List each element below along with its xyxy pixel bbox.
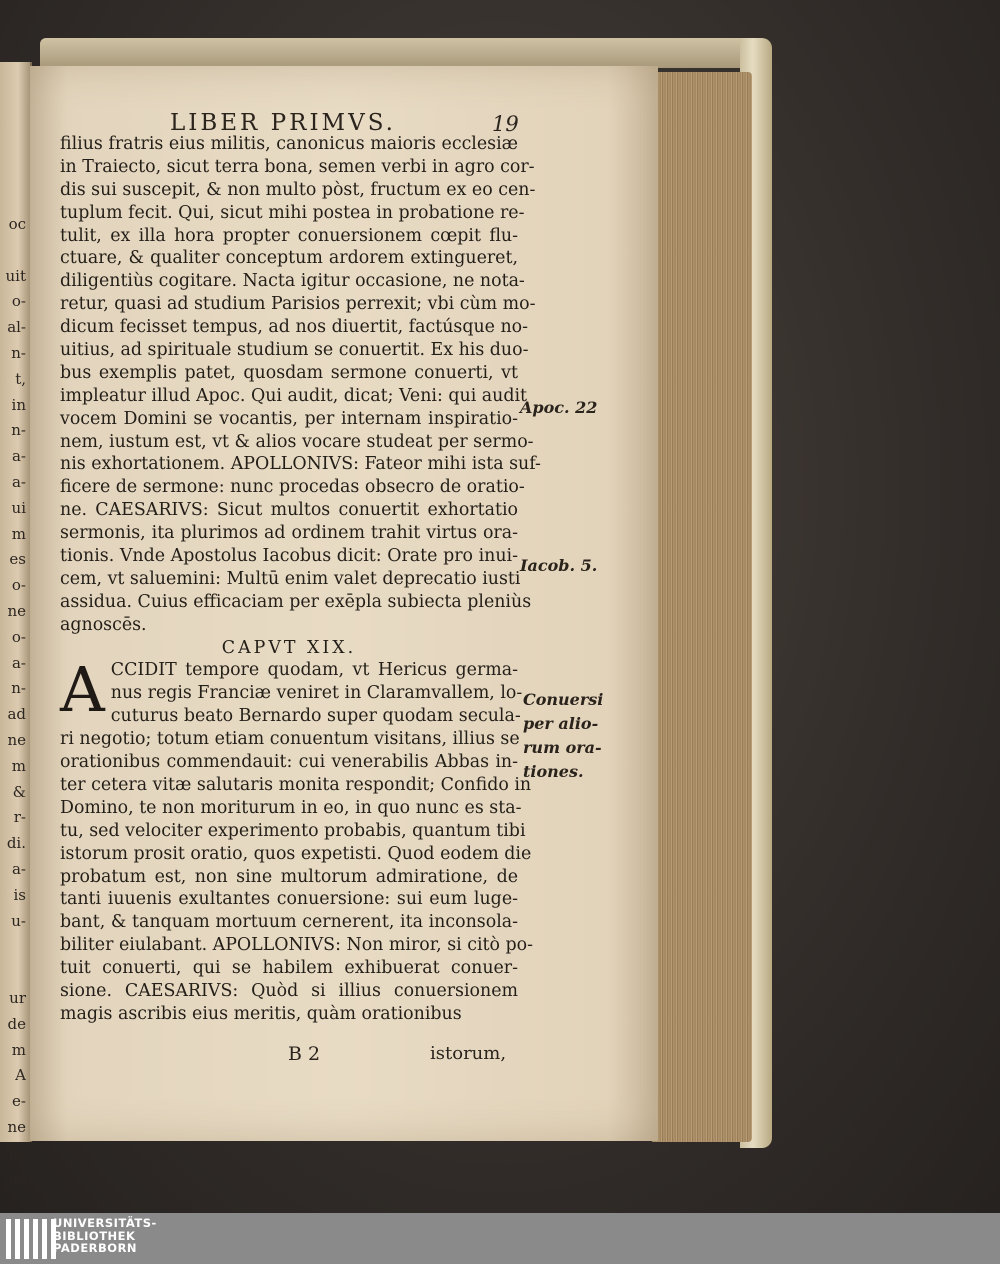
margin-note-line-1: Conuersi <box>523 690 604 709</box>
chapter-heading: CAPVT XIX. <box>221 637 357 658</box>
text-line: nem, iustum est, vt & alios vocare studeat per sermo- <box>60 431 534 452</box>
page-number: 19 <box>492 112 519 136</box>
left-page-fragment: r- <box>13 808 26 827</box>
left-page-fragment: o- <box>11 576 26 595</box>
page-block-edge <box>652 72 752 1142</box>
running-title: LIBER PRIMVS. <box>170 110 396 136</box>
chapter-text-line: istorum prosit oratio, quos expetisti. Quod eodem die <box>60 843 532 864</box>
left-page-fragment: n- <box>11 343 26 362</box>
text-line: dis sui suscepit, & non multo pòst, fructum ex eo cen- <box>60 179 536 200</box>
paragraph <box>60 133 541 637</box>
chapter-paragraph <box>60 653 533 1025</box>
text-line: dicum fecisset tempus, ad nos diuertit, factúsque no- <box>60 317 529 338</box>
left-page-fragment: a- <box>11 472 26 491</box>
left-page-fragment: us <box>8 1169 26 1188</box>
text-line: cem, vt saluemini: Multū enim valet deprecatio iusti <box>60 568 521 589</box>
library-name <box>53 1217 157 1255</box>
left-page-fragment: uit <box>5 266 26 285</box>
left-page-fragment: al- <box>7 318 26 337</box>
chapter-text-line: ri negotio; totum etiam conuentum visitans, illius se <box>60 729 520 750</box>
left-page-fragment: de <box>7 1014 26 1033</box>
left-page-fragment: u- <box>11 911 26 930</box>
chapter-text-line: cuturus beato Bernardo super quodam secula- <box>110 706 521 727</box>
left-page-fragment: o- <box>11 292 26 311</box>
left-page-fragment: a- <box>11 653 26 672</box>
text-line: agnoscēs. <box>60 614 147 635</box>
text-line: tionis. Vnde Apostolus Iacobus dicit: Orate pro inui- <box>60 546 518 567</box>
left-page-fragment: n- <box>11 421 26 440</box>
chapter-text-line: tanti iuuenis exultantes conuersione: sui eum luge- <box>60 889 518 910</box>
page-body <box>60 133 541 1026</box>
chapter-text-line: biliter eiulabant. APOLLONIVS: Non miror, si citò po- <box>60 935 533 956</box>
text-line: impleatur illud Apoc. Qui audit, dicat; Veni: qui audit <box>60 385 528 406</box>
chapter-text-line: tuit conuerti, qui se habilem exhibuerat conuer- <box>60 958 518 979</box>
left-page-fragment: t, <box>15 369 26 388</box>
chapter-text-line: probatum est, non sine multorum admiratione, de <box>60 866 518 887</box>
left-page-fragment <box>0 934 26 960</box>
left-page-fragment: is; <box>8 1143 26 1162</box>
margin-note-iacob: Iacob. 5. <box>520 556 598 575</box>
text-line: filius fratris eius militis, canonicus maioris ecclesiæ <box>60 134 518 154</box>
margin-note-line-3: rum ora- <box>523 738 602 757</box>
library-name-line-1: UNIVERSITÄTS- <box>53 1216 157 1230</box>
left-page-fragment <box>0 960 26 986</box>
left-page-fragment: m <box>11 756 26 775</box>
left-page-fragment: m <box>11 1040 26 1059</box>
text-line: tuplum fecit. Qui, sicut mihi postea in probatione re- <box>60 202 525 223</box>
chapter-text-line: orationibus commendauit: cui venerabilis Abbas in- <box>60 752 518 773</box>
left-page-fragment: a- <box>11 859 26 878</box>
left-page-fragment: a- <box>11 447 26 466</box>
left-page-text-fragments <box>0 212 26 1192</box>
chapter-text-line: ter cetera vitæ salutaris monita respondit; Confido in <box>60 774 532 795</box>
left-page-fragment: ne <box>7 601 26 620</box>
left-page-fragment: & <box>12 782 26 801</box>
library-name-line-2: BIBLIOTHEK <box>53 1228 136 1243</box>
text-line: nis exhortationem. APOLLONIVS: Fateor mihi ista suf- <box>60 454 541 475</box>
text-line: ne. CAESARIVS: Sicut multos conuertit exhortatio <box>60 500 518 521</box>
text-line: uitius, ad spirituale studium se conuertit. Ex his duo- <box>60 340 529 361</box>
chapter-text-line: Domino, te non moriturum in eo, in quo nunc es sta- <box>60 797 522 818</box>
left-page-fragment: ad <box>7 705 26 724</box>
library-footer <box>0 1213 1000 1264</box>
library-logo-icon <box>6 1219 56 1259</box>
book-cover-top <box>40 38 770 68</box>
left-page-fragment: o- <box>11 627 26 646</box>
text-line: bus exemplis patet, quosdam sermone conuerti, vt <box>60 362 518 383</box>
chapter-text-line: magis ascribis eius meritis, quàm orationibus <box>60 1003 462 1024</box>
margin-note-line-2: per alio- <box>523 714 599 733</box>
drop-cap: A <box>60 653 105 727</box>
text-line: vocem Domini se vocantis, per internam inspiratio- <box>60 408 518 429</box>
chapter-text-line: tu, sed velociter experimento probabis, quantum tibi <box>60 820 526 841</box>
chapter-text-line: bant, & tanquam mortuum cernerent, ita inconsola- <box>60 912 518 933</box>
margin-note-line-4: tiones. <box>523 762 584 781</box>
left-page-fragment: e- <box>12 1092 26 1111</box>
text-line: ctuare, & qualiter conceptum ardorem extingueret, <box>60 248 518 269</box>
left-page-fragment: n- <box>11 679 26 698</box>
text-line: in Traiecto, sicut terra bona, semen verbi in agro cor- <box>60 156 535 177</box>
left-page-fragment <box>0 238 26 264</box>
text-line: assidua. Cuius efficaciam per exēpla subiecta pleniùs <box>60 591 532 612</box>
left-page-fragment: ui <box>11 498 26 517</box>
left-page <box>0 62 32 1188</box>
signature-mark: B 2 <box>288 1043 321 1065</box>
left-page-fragment: A <box>15 1066 26 1085</box>
text-line: sermonis, ita plurimos ad ordinem trahit virtus ora- <box>60 523 518 544</box>
library-name-line-3: PADERBORN <box>53 1241 138 1255</box>
left-page-fragment: m <box>11 524 26 543</box>
left-page-fragment: ne <box>7 1117 26 1136</box>
left-page-fragment: oc <box>8 215 26 233</box>
text-line: diligentiùs cogitare. Nacta igitur occasione, ne nota- <box>60 271 525 292</box>
margin-note-apoc: Apoc. 22 <box>520 398 598 417</box>
chapter-text-line: nus regis Franciæ veniret in Claramvallem, lo- <box>110 683 523 704</box>
left-page-fragment: di. <box>6 834 26 853</box>
left-page-fragment: in <box>11 395 26 414</box>
text-line: retur, quasi ad studium Parisios perrexit; vbi cùm mo- <box>60 294 536 315</box>
catchword: istorum, <box>430 1043 507 1064</box>
left-page-fragment: is <box>13 885 26 904</box>
text-line: ficere de sermone: nunc procedas obsecro de oratio- <box>60 477 525 498</box>
chapter-text-line: CCIDIT tempore quodam, vt Hericus germa- <box>110 660 518 681</box>
chapter-text-line: sione. CAESARIVS: Quòd si illius conuersionem <box>60 980 518 1001</box>
left-page-fragment: ne <box>7 730 26 749</box>
text-line: tulit, ex illa hora propter conuersionem cœpit flu- <box>60 225 518 246</box>
left-page-fragment: es <box>9 550 26 569</box>
left-page-fragment: ur <box>9 988 26 1007</box>
